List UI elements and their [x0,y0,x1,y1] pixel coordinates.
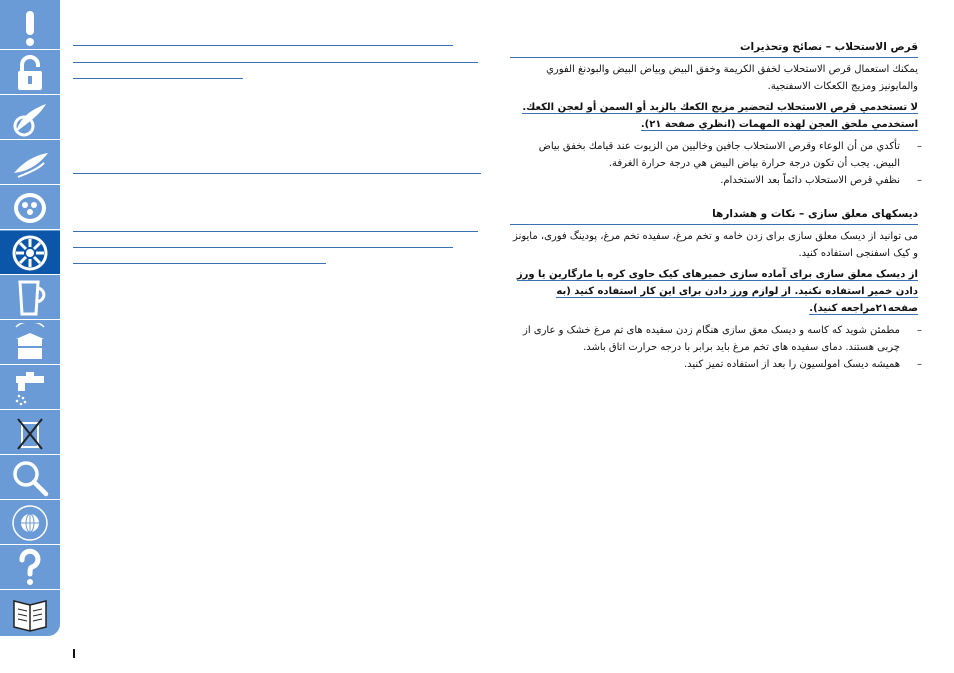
arabic-bullet [510,172,922,189]
jug-icon [10,278,50,318]
persian-bullet [510,322,922,356]
arabic-bullet-text: تأكدي من أن الوعاء وقرص الاستحلاب جافين وخاليين من الزيوت عند قيامك بخفق بياض البيض. يجب أن تكون درجة حرارة بياض البيض هي درجة حرارة الغرفة. [538,141,900,169]
storage-box-icon [10,323,50,363]
disposal-tile[interactable] [0,411,60,455]
divider-rule [73,45,453,46]
persian-bullet [510,356,922,373]
divider-rule [73,247,453,248]
arabic-heading: قرص الاستحلاب – نصائح وتحذيرات [510,40,918,58]
manual-book-icon [10,593,50,633]
page-marker [73,649,75,658]
tap-tile[interactable] [0,366,60,410]
arabic-bullet-text: نظفي قرص الاستحلاب دائماً بعد الاستخدام. [720,175,900,186]
magnifier-tile[interactable] [0,456,60,500]
tap-cleaning-icon [10,368,50,408]
bullet-dash: – [917,175,922,186]
mixer-blade-icon [10,143,50,183]
bullet-dash: – [917,141,922,152]
lock-tile[interactable] [0,51,60,95]
divider-rule [73,173,481,174]
persian-warning-text: از دیسک معلق سازی برای آماده سازی خمیرهای کیک حاوی کره یا مارگارین یا ورز دادن خمیر استفاده نکنید. از لوازم ورز دادن برای این کار استفاده کنید (به صفحه۲۱مراجعه کنید). [516,269,918,314]
arabic-section [510,40,922,189]
help-tile[interactable] [0,546,60,590]
persian-section [510,207,922,373]
disposal-bin-icon [10,413,50,453]
persian-bullet-text: همیشه دیسک امولسیون را بعد از استفاده تمیز کنید. [683,359,900,370]
arabic-intro: يمكنك استعمال قرص الاستحلاب لخفق الكريمة وخفق البيض وبياض البيض والبودنغ الفوري والمايونيز ومزيج الكعكات الاسفنجية. [546,64,918,92]
persian-bullet-text: مطمئن شوید که کاسه و دیسک معق سازی هنگام زدن سفیده های تم مرغ خشک و عاری از چربی هستند. دمای سفیده های تخم مرغ باید برابر با درجه حرارت اتاق باشد. [522,325,900,353]
globe-guarantee-icon [10,503,50,543]
blade-tile[interactable] [0,141,60,185]
arabic-warning-text: لا تستخدمي قرص الاستحلاب لتحضير مزيج الكعك بالزبد أو السمن أو لعجن الكعك. استخدمي ملحق العجن لهذه المهمات (انظري صفحة ٢١). [522,102,918,130]
arabic-warning [510,99,918,133]
magnifier-icon [10,458,50,498]
speed-dial-icon [10,188,50,228]
whisk-tile[interactable] [0,96,60,140]
question-mark-icon [10,548,50,588]
divider-rule [73,62,478,63]
emulsifying-disc-tile[interactable] [0,231,60,275]
warning-icon [10,8,50,48]
dial-tile[interactable] [0,186,60,230]
divider-rule [73,78,243,79]
icon-sidebar [0,0,60,636]
lock-icon [10,53,50,93]
persian-intro: می توانید از دیسک معلق سازی برای زدن خامه و تخم مرغ، سفیده تخم مرغ، پودینگ فوری، مایونز و کیک اسفنجی استفاده کنید. [513,231,918,259]
guarantee-tile[interactable] [0,501,60,545]
divider-rule [73,231,478,232]
persian-heading: دیسکهای معلق سازی – نکات و هشدارها [510,207,918,225]
storage-tile[interactable] [0,321,60,365]
whisk-icon [10,98,50,138]
divider-rule [73,263,326,264]
arabic-bullet [510,138,922,172]
jug-tile[interactable] [0,276,60,320]
bullet-dash: – [917,359,922,370]
persian-warning [510,266,918,317]
manual-tile[interactable] [0,591,60,635]
bullet-dash: – [917,325,922,336]
warning-tile[interactable] [0,6,60,50]
emulsifying-disc-icon [10,233,50,273]
